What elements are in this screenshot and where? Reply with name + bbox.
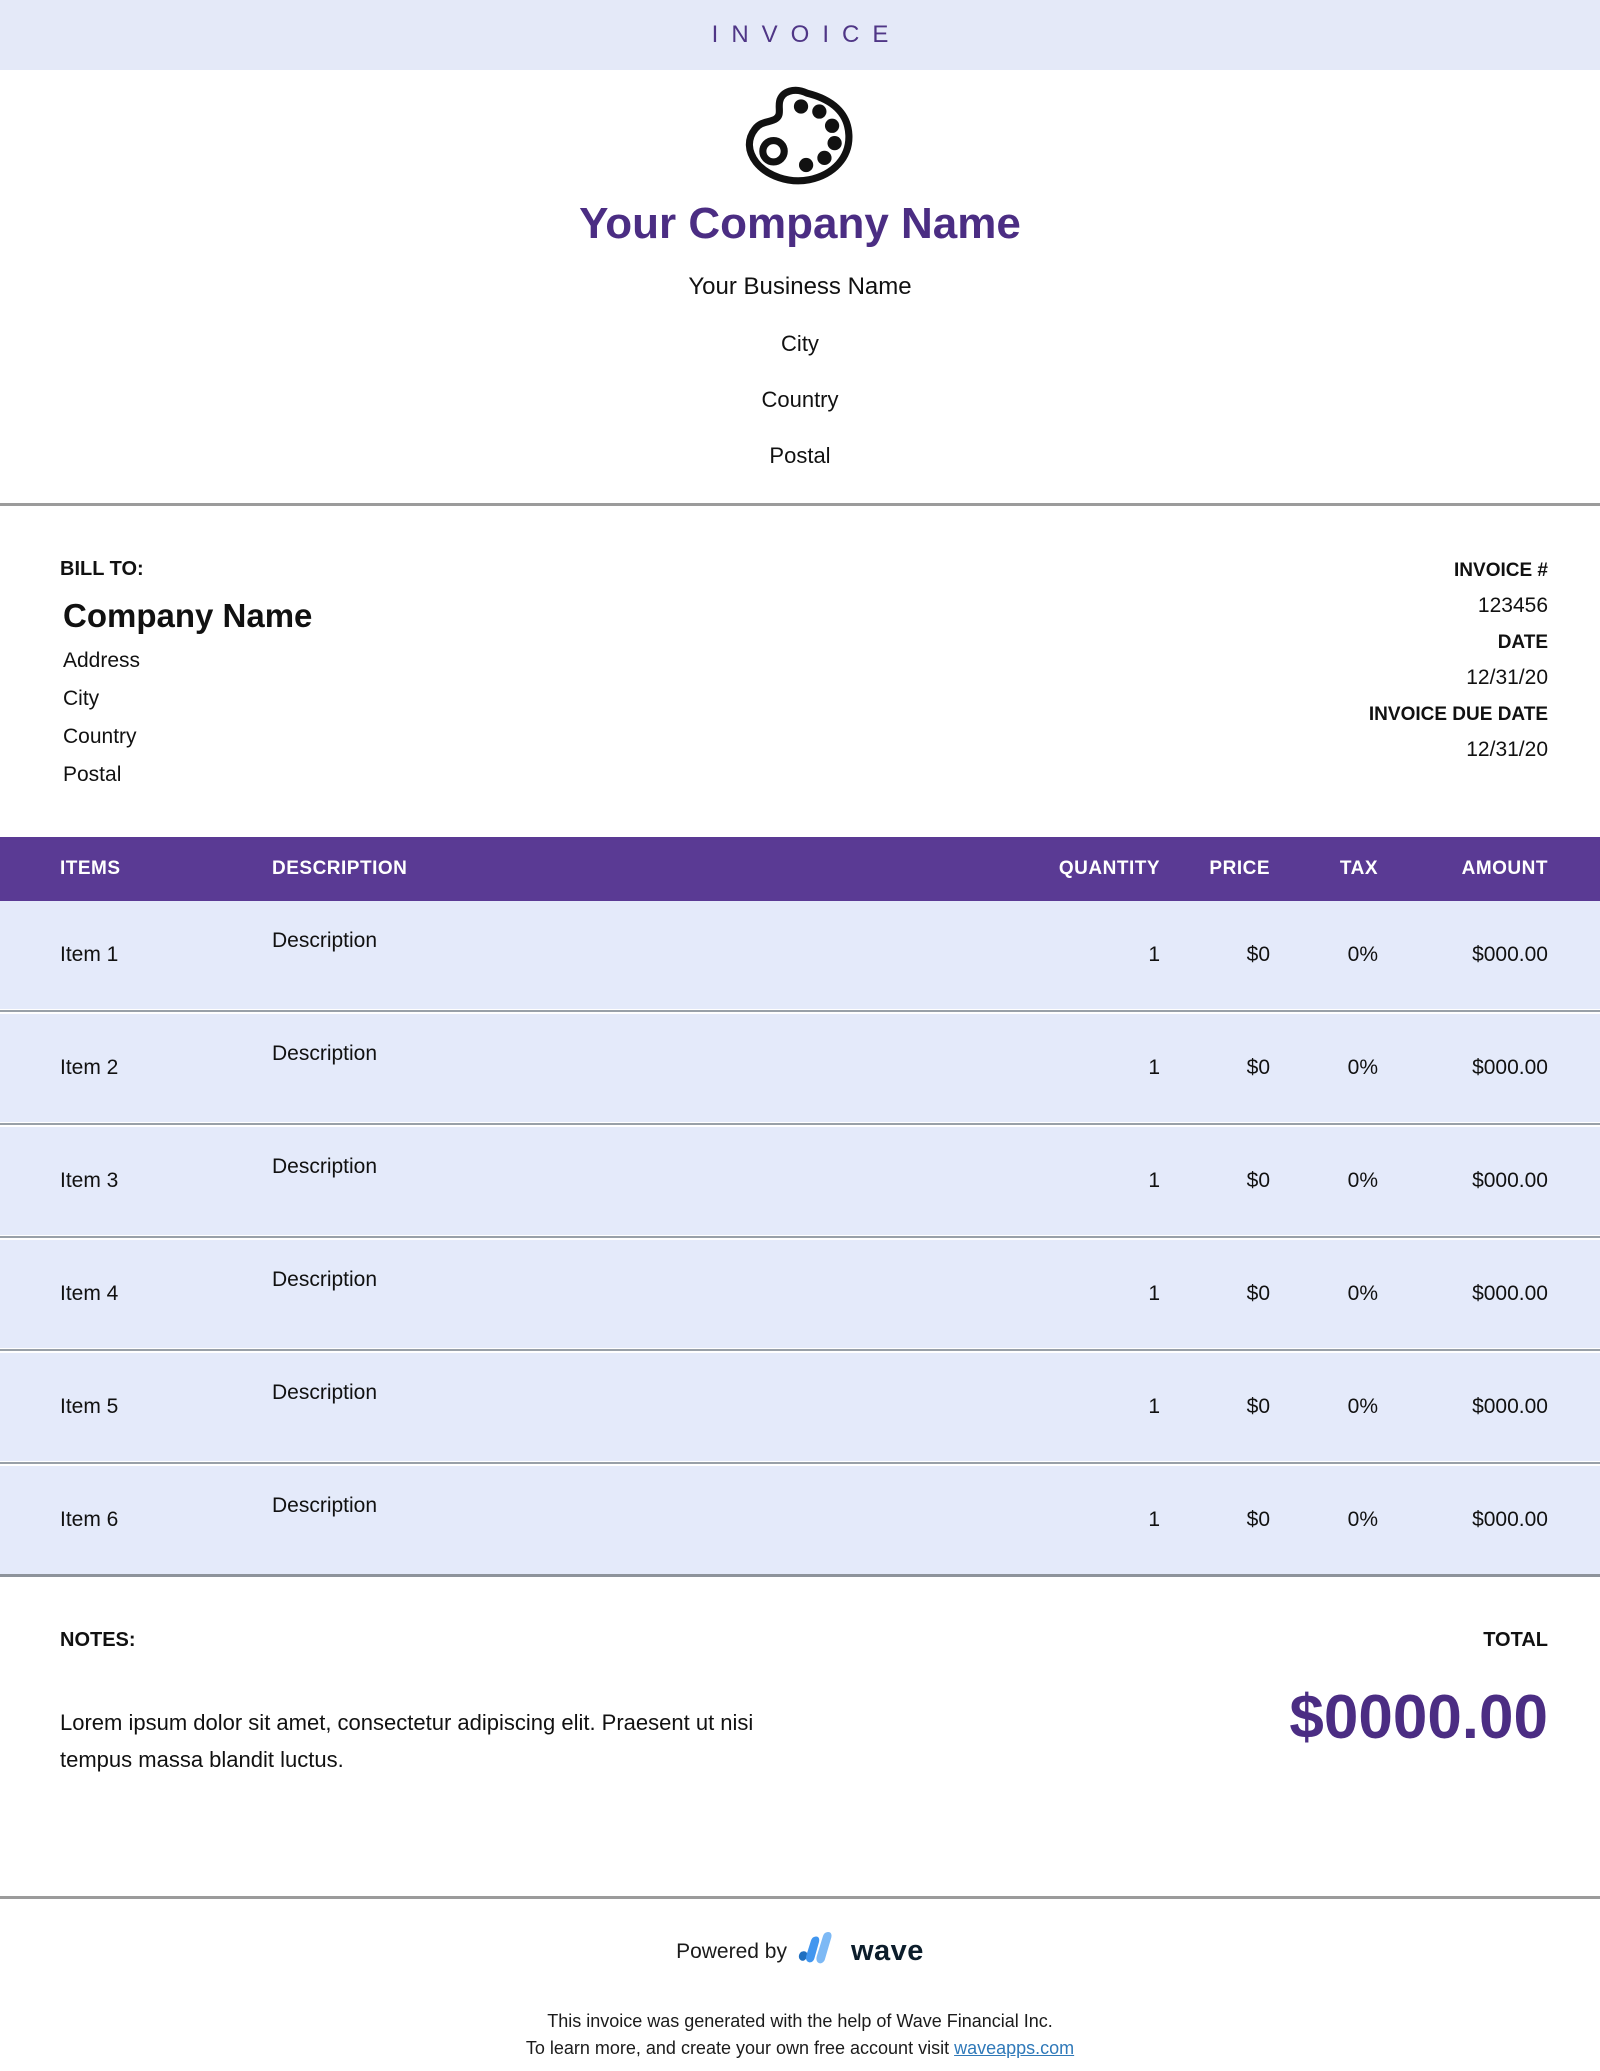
- row-price: $0: [1246, 1395, 1270, 1418]
- row-description: Description: [272, 1494, 378, 1517]
- invoice-due-date: 12/31/20: [1466, 738, 1548, 761]
- palette-icon: [744, 86, 856, 193]
- row-description: Description: [272, 1268, 378, 1291]
- total-label: TOTAL: [1483, 1629, 1548, 1651]
- table-row: [0, 1353, 1600, 1461]
- waveapps-link[interactable]: waveapps.com: [954, 2038, 1075, 2058]
- company-header: [0, 70, 1600, 469]
- bill-to-country: Country: [63, 725, 137, 748]
- row-quantity: 1: [1148, 1395, 1160, 1418]
- invoice-banner: [0, 0, 1600, 70]
- wave-wordmark: wave: [850, 1935, 924, 1967]
- row-quantity: 1: [1148, 1282, 1160, 1305]
- row-quantity: 1: [1148, 1056, 1160, 1079]
- row-tax: 0%: [1347, 1169, 1378, 1192]
- bill-to-address: Address: [63, 649, 141, 672]
- company-country: Country: [761, 387, 839, 412]
- header-items: ITEMS: [60, 858, 121, 879]
- row-tax: 0%: [1347, 1508, 1378, 1531]
- total-amount: $0000.00: [1289, 1683, 1548, 1752]
- row-item: Item 4: [60, 1282, 119, 1305]
- wave-logo-icon: [797, 1931, 841, 1972]
- table-row: [0, 1240, 1600, 1348]
- footer-line2: [0, 2035, 1600, 2062]
- items-table-header: [0, 837, 1600, 901]
- table-row: [0, 1466, 1600, 1574]
- header-quantity: QUANTITY: [1058, 858, 1160, 879]
- notes-label: NOTES:: [60, 1629, 136, 1651]
- row-amount: $000.00: [1472, 1282, 1548, 1305]
- row-item: Item 5: [60, 1395, 119, 1418]
- row-quantity: 1: [1148, 943, 1160, 966]
- row-amount: $000.00: [1472, 943, 1548, 966]
- row-item: Item 2: [60, 1056, 119, 1079]
- total-block: [1289, 1629, 1548, 1778]
- footer-line1: This invoice was generated with the help of Wave Financial Inc.: [547, 2011, 1053, 2031]
- header-amount: AMOUNT: [1461, 858, 1548, 879]
- row-description: Description: [272, 929, 378, 952]
- row-amount: $000.00: [1472, 1169, 1548, 1192]
- table-row: [0, 1127, 1600, 1235]
- row-item: Item 6: [60, 1508, 119, 1531]
- row-description: Description: [272, 1381, 378, 1404]
- row-price: $0: [1246, 1169, 1270, 1192]
- row-price: $0: [1246, 1282, 1270, 1305]
- billing-section: [0, 506, 1600, 787]
- invoice-date: 12/31/20: [1466, 666, 1548, 689]
- row-quantity: 1: [1148, 1169, 1160, 1192]
- header-tax: TAX: [1339, 858, 1378, 879]
- invoice-banner-title: INVOICE: [711, 21, 902, 48]
- row-tax: 0%: [1347, 1282, 1378, 1305]
- bill-to-postal: Postal: [63, 763, 122, 786]
- footer-line2-text: To learn more, and create your own free account visit: [525, 2038, 955, 2058]
- table-row: [0, 1014, 1600, 1122]
- invoice-meta-block: [1369, 558, 1548, 787]
- summary-section: [0, 1577, 1600, 1778]
- bill-to-company: Company Name: [63, 597, 313, 634]
- invoice-number: 123456: [1477, 594, 1548, 617]
- notes-text: Lorem ipsum dolor sit amet, consectetur adipiscing elit. Praesent ut nisi tempus massa blandit luctus.: [60, 1710, 754, 1772]
- row-description: Description: [272, 1155, 378, 1178]
- row-item: Item 3: [60, 1169, 119, 1192]
- row-description: Description: [272, 1042, 378, 1065]
- row-amount: $000.00: [1472, 1056, 1548, 1079]
- row-quantity: 1: [1148, 1508, 1160, 1531]
- notes-block: [60, 1629, 830, 1778]
- business-name: Your Business Name: [688, 273, 912, 300]
- invoice-due-date-label: INVOICE DUE DATE: [1368, 704, 1548, 725]
- invoice-date-label: DATE: [1497, 632, 1548, 653]
- footer-note: [0, 2008, 1600, 2062]
- row-amount: $000.00: [1472, 1395, 1548, 1418]
- footer: [0, 1896, 1600, 2062]
- row-amount: $000.00: [1472, 1508, 1548, 1531]
- row-item: Item 1: [60, 943, 119, 966]
- row-price: $0: [1246, 1508, 1270, 1531]
- company-postal: Postal: [769, 443, 831, 468]
- bill-to-city: City: [63, 687, 100, 710]
- invoice-number-label: INVOICE #: [1454, 560, 1548, 581]
- powered-by: [676, 1931, 924, 1972]
- bill-to-label: BILL TO:: [60, 558, 144, 580]
- powered-by-text: Powered by: [676, 1939, 787, 1963]
- company-city: City: [781, 331, 819, 356]
- row-price: $0: [1246, 943, 1270, 966]
- header-price: PRICE: [1209, 858, 1270, 879]
- table-row: [0, 901, 1600, 1009]
- bill-to-block: [60, 558, 312, 787]
- row-tax: 0%: [1347, 1056, 1378, 1079]
- items-table: [0, 837, 1600, 1577]
- row-price: $0: [1246, 1056, 1270, 1079]
- row-tax: 0%: [1347, 1395, 1378, 1418]
- company-name: Your Company Name: [579, 199, 1021, 248]
- row-tax: 0%: [1347, 943, 1378, 966]
- header-description: DESCRIPTION: [272, 858, 408, 879]
